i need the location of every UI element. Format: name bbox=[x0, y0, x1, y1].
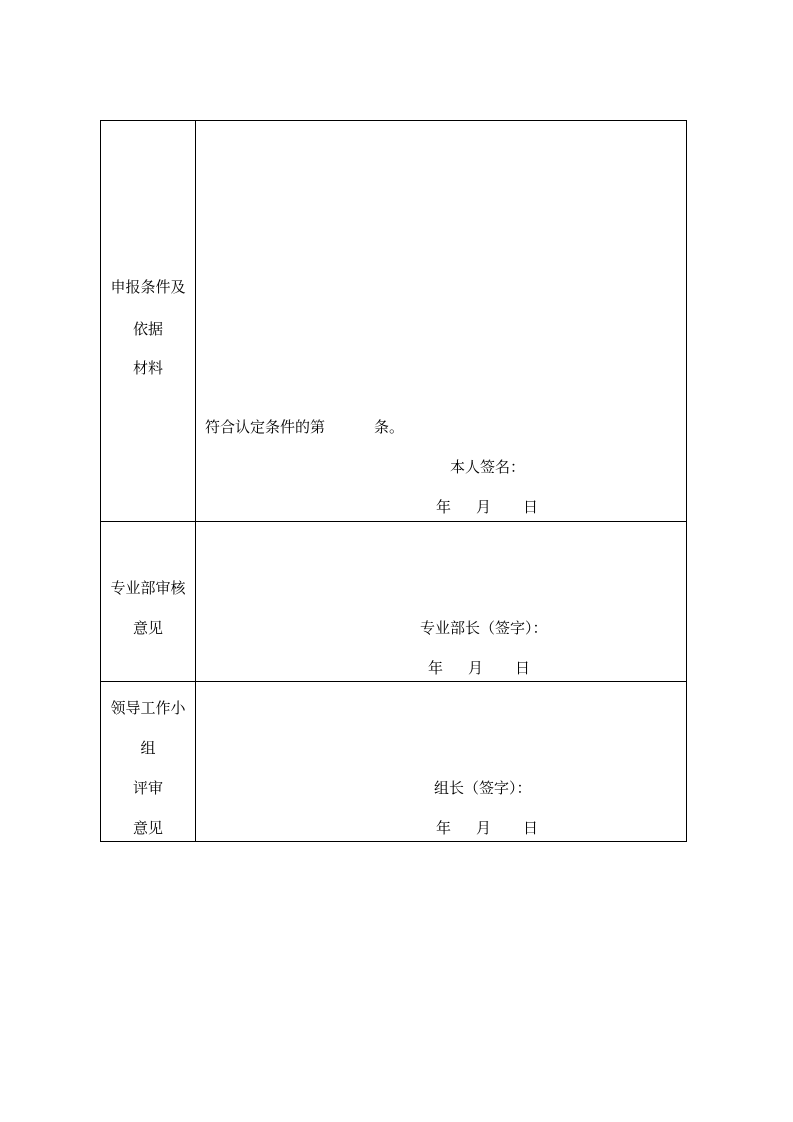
applicant-signature-label: 本人签名： bbox=[450, 458, 526, 476]
condition-number-prefix: 符合认定条件的第 bbox=[205, 418, 326, 436]
date-month: 月 bbox=[468, 659, 484, 677]
row-label-line: 意见 bbox=[132, 819, 163, 837]
condition-number-suffix: 条。 bbox=[374, 418, 405, 436]
date-year: 年 bbox=[436, 819, 452, 837]
row-label-line: 意见 bbox=[132, 619, 163, 637]
application-conditions-label-cell bbox=[101, 121, 196, 521]
date-day: 日 bbox=[523, 819, 539, 837]
department-review-content[interactable] bbox=[196, 522, 686, 681]
group-leader-signature-label: 组长（签字）： bbox=[434, 779, 532, 797]
row-label-line: 依据 bbox=[132, 320, 163, 338]
row-label-line: 材料 bbox=[132, 359, 163, 377]
date-month: 月 bbox=[476, 819, 492, 837]
leadership-review-row bbox=[101, 682, 686, 841]
row-label-line: 申报条件及 bbox=[110, 278, 186, 296]
date-year: 年 bbox=[428, 659, 444, 677]
application-conditions-row bbox=[101, 121, 686, 522]
review-form-table bbox=[100, 120, 687, 842]
row-label-line: 领导工作小 bbox=[110, 699, 186, 717]
department-review-label-cell bbox=[101, 522, 196, 681]
row-label-line: 组 bbox=[140, 739, 156, 757]
leadership-review-content[interactable] bbox=[196, 682, 686, 841]
department-head-signature-label: 专业部长（签字）： bbox=[420, 619, 548, 637]
date-day: 日 bbox=[515, 659, 531, 677]
leadership-review-label-cell bbox=[101, 682, 196, 841]
department-review-row bbox=[101, 522, 686, 682]
date-year: 年 bbox=[436, 498, 452, 516]
date-day: 日 bbox=[523, 498, 539, 516]
row-label-line: 专业部审核 bbox=[110, 579, 186, 597]
row-label-line: 评审 bbox=[132, 779, 163, 797]
application-conditions-content[interactable] bbox=[196, 121, 686, 521]
date-month: 月 bbox=[476, 498, 492, 516]
